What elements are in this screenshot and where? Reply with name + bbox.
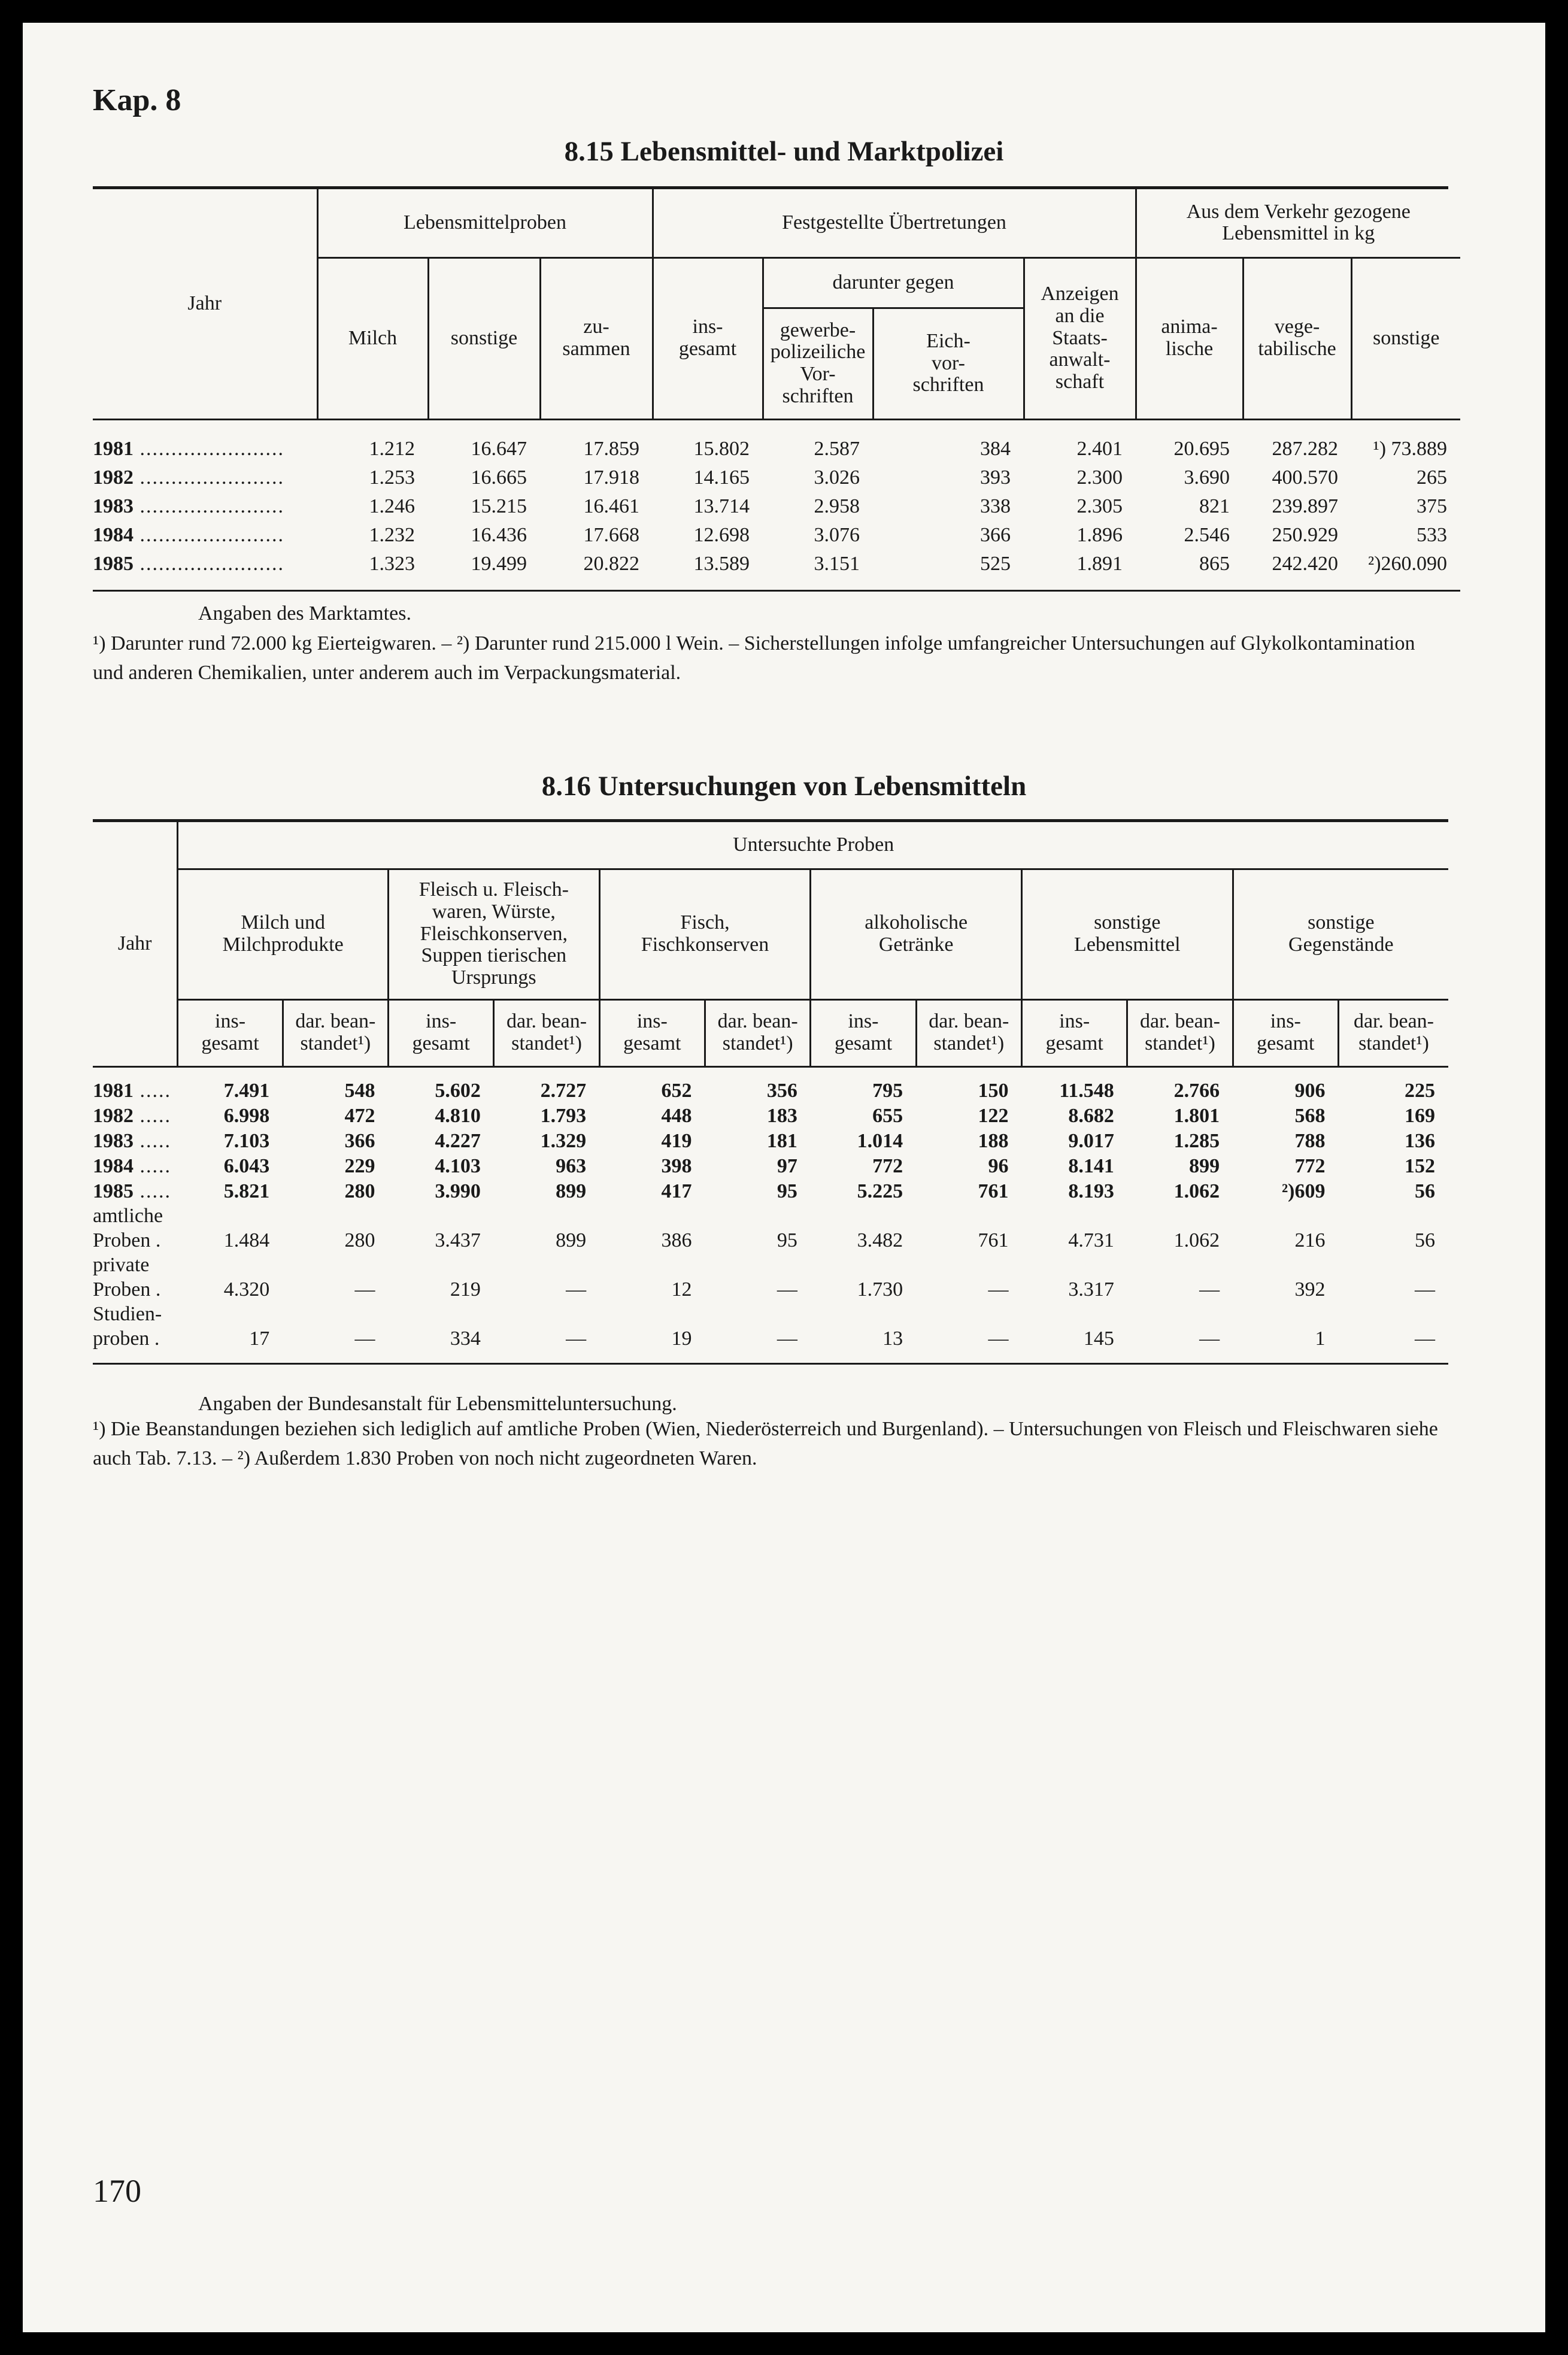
table2-cell: 11.548: [1059, 1079, 1114, 1102]
t2-col-beanstandet: dar. bean- standet¹): [494, 999, 599, 1066]
table2-cell: 2.766: [1173, 1079, 1220, 1102]
table2-cell: 5.602: [435, 1079, 481, 1102]
table2-detail-cell: 1.484: [223, 1229, 270, 1251]
col-sonstige-kg: sonstige: [1351, 257, 1460, 419]
table2-detail-cell: 216: [1294, 1229, 1326, 1251]
table2-cell: 181: [766, 1129, 797, 1152]
leader-dots: .....: [134, 1104, 171, 1127]
table2-detail-cell: —: [1415, 1278, 1435, 1301]
leader-dots: .....: [134, 1079, 171, 1102]
table2-cell: 8.682: [1068, 1104, 1114, 1127]
table1-cell-insgesamt: 15.802: [693, 437, 750, 460]
table1-row: [93, 463, 1460, 492]
table2-year: [93, 1129, 178, 1154]
col-anzeigen: Anzeigen an die Staats- anwalt- schaft: [1024, 257, 1136, 419]
table1-cell-sonstige2: ¹) 73.889: [1373, 437, 1448, 460]
table1-cell-insgesamt: 13.589: [693, 552, 750, 575]
table2-detail-cell: 1.730: [857, 1278, 903, 1301]
table1-year: [93, 463, 317, 492]
table2-cell: 152: [1405, 1154, 1435, 1177]
t2-col-insgesamt: ins- gesamt: [1233, 999, 1338, 1066]
table2-cell: 7.491: [223, 1079, 270, 1102]
table2-cell: 97: [777, 1154, 797, 1177]
spacer: [178, 1253, 1448, 1277]
table2-title: 8.16 Untersuchungen von Lebensmitteln: [541, 771, 1027, 802]
table1-cell-milch: 1.253: [369, 466, 415, 489]
table2-detail-cell: —: [1199, 1327, 1220, 1350]
col-jahr: Jahr: [93, 189, 317, 419]
table2-cell: 7.103: [223, 1129, 270, 1152]
table2-detail-label-row: [93, 1204, 1448, 1228]
table2-detail-cell: 3.482: [857, 1229, 903, 1251]
table1-cell-sonstige: 15.215: [471, 495, 527, 517]
detail-label-line1: private: [93, 1253, 150, 1276]
table2-cell: 795: [872, 1079, 903, 1102]
table2-cell: 56: [1415, 1180, 1435, 1202]
table2-detail-cell: —: [1415, 1327, 1435, 1350]
table2-cell: 188: [978, 1129, 1009, 1152]
col-milch: Milch: [317, 257, 428, 419]
spacer: [178, 1204, 1448, 1228]
table2-cell: 5.225: [857, 1180, 903, 1202]
year-label: 1982: [93, 466, 134, 489]
detail-label-line2: Proben .: [93, 1278, 161, 1301]
table1-cell-animalisch: 20.695: [1173, 437, 1230, 460]
year-label: 1983: [93, 1129, 134, 1152]
table1-cell-zusammen: 17.668: [583, 523, 639, 546]
table2-detail-cell: 219: [450, 1278, 481, 1301]
t2-cat-sonstige-lebensmittel: sonstige Lebensmittel: [1021, 869, 1233, 999]
table1-cell-vegetabilisch: 242.420: [1272, 552, 1339, 575]
table1-cell-milch: 1.232: [369, 523, 415, 546]
table2-detail-cell: 4.731: [1068, 1229, 1114, 1251]
table1-cell-sonstige: 16.647: [471, 437, 527, 460]
table1-year: [93, 492, 317, 521]
table2-cell: 6.998: [223, 1104, 270, 1127]
table2-cell: 96: [988, 1154, 1009, 1177]
table2-cell: 652: [661, 1079, 692, 1102]
table1-cell-anzeigen: 2.305: [1076, 495, 1123, 517]
table2-year: [93, 1104, 178, 1129]
table1-cell-vegetabilisch: 250.929: [1272, 523, 1339, 546]
table2-cell: 8.193: [1068, 1180, 1114, 1202]
table1-cell-sonstige: 16.436: [471, 523, 527, 546]
table2-cell: 1.285: [1173, 1129, 1220, 1152]
table2-detail-row: [93, 1277, 1448, 1302]
table2-row: [93, 1154, 1448, 1179]
table2-detail-cell: 334: [450, 1327, 481, 1350]
t2-cat-alkohol: alkoholische Getränke: [811, 869, 1022, 999]
table1-row: [93, 521, 1460, 550]
table2-detail-cell: 95: [777, 1229, 797, 1251]
table2-cell: 788: [1294, 1129, 1326, 1152]
table1-cell-milch: 1.246: [369, 495, 415, 517]
table2-detail-cell: 4.320: [223, 1278, 270, 1301]
table1-year: [93, 435, 317, 463]
table2-detail-cell: 145: [1083, 1327, 1114, 1350]
table1-cell-insgesamt: 12.698: [693, 523, 750, 546]
table1-cell-anzeigen: 1.896: [1076, 523, 1123, 546]
group-aus-dem-verkehr: Aus dem Verkehr gezogene Lebensmittel in kg: [1136, 189, 1460, 257]
table2-cell: 906: [1294, 1079, 1326, 1102]
table2-detail-cell: 13: [882, 1327, 903, 1350]
table1-cell-vegetabilisch: 287.282: [1272, 437, 1339, 460]
table2-year: [93, 1179, 178, 1204]
table2-detail-cell: —: [988, 1327, 1009, 1350]
detail-label-line1: Studien-: [93, 1302, 162, 1325]
table1-cell-zusammen: 16.461: [583, 495, 639, 517]
table2-detail-cell: 899: [556, 1229, 587, 1251]
table2-cell: 448: [661, 1104, 692, 1127]
year-label: 1981: [93, 1079, 134, 1102]
table2-cell: 9.017: [1068, 1129, 1114, 1152]
table1-cell-eich: 384: [980, 437, 1011, 460]
table1-cell-anzeigen: 1.891: [1076, 552, 1123, 575]
table2-detail-cell: 280: [344, 1229, 375, 1251]
table1-cell-anzeigen: 2.401: [1076, 437, 1123, 460]
table2-detail-cell: 3.437: [435, 1229, 481, 1251]
table1-cell-eich: 393: [980, 466, 1011, 489]
table2-cell: 280: [344, 1180, 375, 1202]
table2-cell: 6.043: [223, 1154, 270, 1177]
detail-label-line1: amtliche: [93, 1204, 163, 1227]
table2-cell: 1.329: [540, 1129, 587, 1152]
table2-detail-cell: —: [1199, 1278, 1220, 1301]
table2: [93, 822, 1448, 1365]
table2-cell: 150: [978, 1079, 1009, 1102]
table1-cell-gewerbe: 3.026: [814, 466, 860, 489]
table1-cell-vegetabilisch: 400.570: [1272, 466, 1339, 489]
group-lebensmittelproben: Lebensmittelproben: [317, 189, 653, 257]
table1-cell-eich: 525: [980, 552, 1011, 575]
table2-cell: 183: [766, 1104, 797, 1127]
table2-detail-cell: —: [988, 1278, 1009, 1301]
t2-col-insgesamt: ins- gesamt: [178, 999, 283, 1066]
table1-cell-sonstige2: 265: [1417, 466, 1448, 489]
table2-cell: 95: [777, 1180, 797, 1202]
group-darunter-gegen: darunter gegen: [763, 257, 1024, 308]
table2-cell: 122: [978, 1104, 1009, 1127]
year-label: 1982: [93, 1104, 134, 1127]
col-zusammen: zu- sammen: [540, 257, 653, 419]
t2-cat-fisch: Fisch, Fischkonserven: [599, 869, 811, 999]
leader-dots: .....: [134, 1180, 171, 1202]
table2-footnote: ¹) Die Beanstandungen beziehen sich lediglich auf amtliche Proben (Wien, Niederösterreich und Burgenland). – Untersuchungen von Fleisch und Fleischwaren siehe auch Tab. 7.13. – ²) Außerdem 1.830 Proben von noch nicht zugeordneten Waren.: [93, 1418, 1438, 1470]
table1-cell-milch: 1.212: [369, 437, 415, 460]
table2-detail-cell: 1: [1315, 1327, 1326, 1350]
table2-detail-cell: —: [354, 1327, 375, 1350]
table1-row: [93, 550, 1460, 578]
table2-detail-cell: 392: [1294, 1278, 1326, 1301]
table2-cell: 366: [344, 1129, 375, 1152]
table1-cell-eich: 338: [980, 495, 1011, 517]
table1: [93, 189, 1460, 592]
table1-cell-sonstige: 19.499: [471, 552, 527, 575]
table2-cell: 963: [556, 1154, 587, 1177]
table2-row: [93, 1078, 1448, 1104]
t2-col-jahr: Jahr: [93, 822, 178, 1066]
t2-col-insgesamt: ins- gesamt: [811, 999, 916, 1066]
page-number: 170: [93, 2173, 141, 2209]
table1-cell-gewerbe: 3.151: [814, 552, 860, 575]
table1-cell-animalisch: 3.690: [1184, 466, 1230, 489]
table2-detail-cell: 386: [661, 1229, 692, 1251]
table2-detail-row: [93, 1228, 1448, 1253]
table2-cell: 417: [661, 1180, 692, 1202]
group-uebertretungen: Festgestellte Übertretungen: [653, 189, 1136, 257]
table1-cell-sonstige2: 375: [1417, 495, 1448, 517]
t2-col-insgesamt: ins- gesamt: [1021, 999, 1127, 1066]
table2-cell: 4.103: [435, 1154, 481, 1177]
year-label: 1983: [93, 495, 134, 517]
col-sonstige: sonstige: [428, 257, 540, 419]
table2-detail-cell: 1.062: [1173, 1229, 1220, 1251]
table2-cell: 1.793: [540, 1104, 587, 1127]
table2-detail-cell: —: [566, 1327, 587, 1350]
table2-detail-cell: 3.317: [1068, 1278, 1114, 1301]
leader-dots: .......................: [134, 437, 284, 460]
table2-cell: 772: [872, 1154, 903, 1177]
table1-row: [93, 492, 1460, 521]
table2-cell: 548: [344, 1079, 375, 1102]
table2-detail-cell: —: [777, 1278, 797, 1301]
chapter-label: Kap. 8: [93, 83, 181, 117]
col-insgesamt: ins- gesamt: [653, 257, 763, 419]
t2-col-beanstandet: dar. bean- standet¹): [705, 999, 811, 1066]
leader-dots: .......................: [134, 495, 284, 517]
table2-year: [93, 1154, 178, 1179]
t2-group-untersuchte-proben: Untersuchte Proben: [178, 822, 1448, 869]
table1-year: [93, 550, 317, 578]
table1-cell-gewerbe: 2.958: [814, 495, 860, 517]
t2-cat-sonstige-gegenstaende: sonstige Gegenstände: [1233, 869, 1448, 999]
table2-cell: 4.810: [435, 1104, 481, 1127]
t2-col-beanstandet: dar. bean- standet¹): [1127, 999, 1233, 1066]
table2-detail-cell: 19: [671, 1327, 692, 1350]
table2-detail-cell: —: [566, 1278, 587, 1301]
table2-cell: 899: [556, 1180, 587, 1202]
table1-cell-animalisch: 821: [1199, 495, 1230, 517]
table2-cell: 398: [661, 1154, 692, 1177]
table2-cell: 4.227: [435, 1129, 481, 1152]
t2-col-insgesamt: ins- gesamt: [389, 999, 494, 1066]
table2-row: [93, 1179, 1448, 1204]
table2-detail-cell: 17: [249, 1327, 270, 1350]
spacer: [178, 1302, 1448, 1326]
leader-dots: .....: [134, 1129, 171, 1152]
year-label: 1985: [93, 1180, 134, 1202]
table2-cell: 169: [1405, 1104, 1435, 1127]
table2-cell: 229: [344, 1154, 375, 1177]
table2-cell: ²)609: [1281, 1180, 1326, 1202]
table1-source: Angaben des Marktamtes.: [198, 602, 411, 625]
year-label: 1981: [93, 437, 134, 460]
table2-detail-cell: 56: [1415, 1229, 1435, 1251]
leader-dots: .......................: [134, 466, 284, 489]
table2-cell: 1.801: [1173, 1104, 1220, 1127]
table2-cell: 472: [344, 1104, 375, 1127]
table1-year: [93, 521, 317, 550]
table1-cell-zusammen: 20.822: [583, 552, 639, 575]
table1-footnote: ¹) Darunter rund 72.000 kg Eierteigwaren. – ²) Darunter rund 215.000 l Wein. – Sicherstellungen infolge umfangreicher Untersuchungen auf Glykolkontamination und anderen Chemikalien, unter anderem auch im Verpackungsmaterial.: [93, 632, 1415, 684]
table2-cell: 5.821: [223, 1180, 270, 1202]
col-vegetabilisch: vege- tabilische: [1243, 257, 1351, 419]
detail-label-line2: proben .: [93, 1327, 160, 1350]
table2-row: [93, 1129, 1448, 1154]
table2-cell: 655: [872, 1104, 903, 1127]
table1-cell-zusammen: 17.918: [583, 466, 639, 489]
leader-dots: .......................: [134, 523, 284, 546]
table2-cell: 761: [978, 1180, 1009, 1202]
table1-title: 8.15 Lebensmittel- und Marktpolizei: [564, 136, 1004, 167]
table1-cell-gewerbe: 2.587: [814, 437, 860, 460]
t2-cat-fleisch: Fleisch u. Fleisch- waren, Würste, Fleischkonserven, Suppen tierischen Ursprungs: [389, 869, 600, 999]
leader-dots: .....: [134, 1154, 171, 1177]
table2-year: [93, 1078, 178, 1104]
table2-cell: 8.141: [1068, 1154, 1114, 1177]
detail-label-line2: Proben .: [93, 1229, 161, 1251]
table2-cell: 568: [1294, 1104, 1326, 1127]
table2-detail-row: [93, 1326, 1448, 1351]
table2-detail-label-row: [93, 1253, 1448, 1277]
table1-cell-animalisch: 865: [1199, 552, 1230, 575]
t2-cat-milch: Milch und Milchprodukte: [178, 869, 389, 999]
table1-cell-eich: 366: [980, 523, 1011, 546]
table2-detail-label-row: [93, 1302, 1448, 1326]
table2-cell: 225: [1405, 1079, 1435, 1102]
table1-cell-milch: 1.323: [369, 552, 415, 575]
table1-cell-sonstige: 16.665: [471, 466, 527, 489]
table2-detail-cell: —: [354, 1278, 375, 1301]
col-eich: Eich- vor- schriften: [873, 308, 1024, 419]
t2-col-beanstandet: dar. bean- standet¹): [916, 999, 1021, 1066]
table2-cell: 2.727: [540, 1079, 587, 1102]
page: [23, 23, 1545, 2332]
table2-cell: 136: [1405, 1129, 1435, 1152]
t2-col-insgesamt: ins- gesamt: [599, 999, 705, 1066]
year-label: 1985: [93, 552, 134, 575]
t2-col-beanstandet: dar. bean- standet¹): [1338, 999, 1448, 1066]
table1-cell-zusammen: 17.859: [583, 437, 639, 460]
table1-cell-insgesamt: 14.165: [693, 466, 750, 489]
col-animalisch: anima- lische: [1136, 257, 1243, 419]
table2-cell: 899: [1189, 1154, 1220, 1177]
col-gewerbe: gewerbe- polizeiliche Vor- schriften: [763, 308, 873, 419]
table1-cell-gewerbe: 3.076: [814, 523, 860, 546]
year-label: 1984: [93, 523, 134, 546]
leader-dots: .......................: [134, 552, 284, 575]
table2-detail-cell: —: [777, 1327, 797, 1350]
table2-cell: 1.014: [857, 1129, 903, 1152]
table1-cell-anzeigen: 2.300: [1076, 466, 1123, 489]
year-label: 1984: [93, 1154, 134, 1177]
table2-row: [93, 1104, 1448, 1129]
table2-cell: 3.990: [435, 1180, 481, 1202]
table1-cell-animalisch: 2.546: [1184, 523, 1230, 546]
table2-cell: 1.062: [1173, 1180, 1220, 1202]
table1-cell-vegetabilisch: 239.897: [1272, 495, 1339, 517]
table1-cell-insgesamt: 13.714: [693, 495, 750, 517]
table1-cell-sonstige2: 533: [1417, 523, 1448, 546]
table2-detail-cell: 761: [978, 1229, 1009, 1251]
table2-source: Angaben der Bundesanstalt für Lebensmitteluntersuchung.: [198, 1393, 677, 1415]
table1-cell-sonstige2: ²)260.090: [1368, 552, 1448, 575]
table2-cell: 419: [661, 1129, 692, 1152]
table2-detail-cell: 12: [671, 1278, 692, 1301]
table1-row: [93, 435, 1460, 463]
t2-col-beanstandet: dar. bean- standet¹): [283, 999, 388, 1066]
table2-cell: 772: [1294, 1154, 1326, 1177]
table2-cell: 356: [766, 1079, 797, 1102]
